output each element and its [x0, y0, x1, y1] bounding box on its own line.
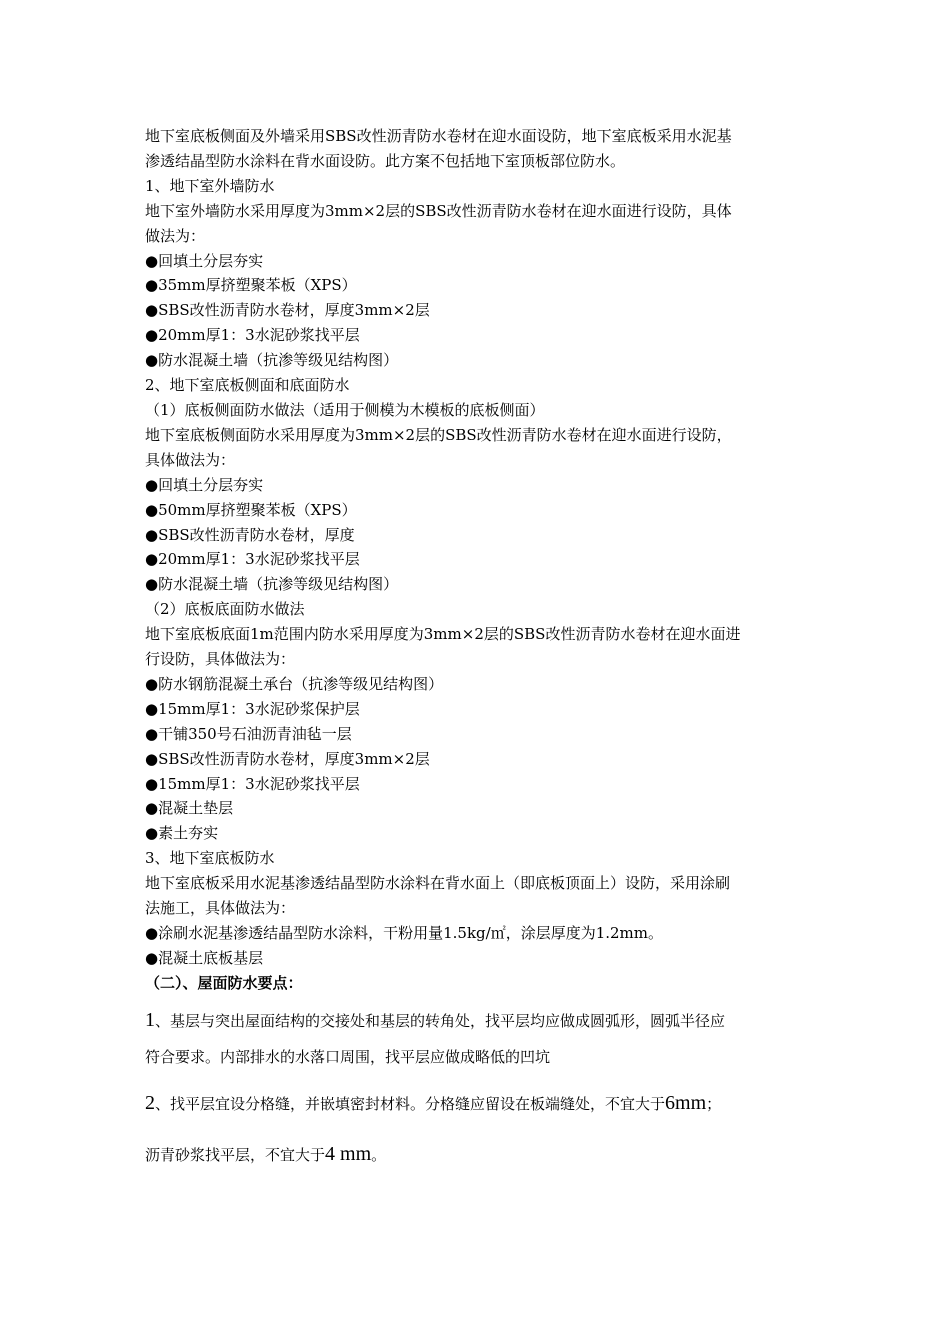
- section2-sub2-desc-1: 地下室底板底面1m范围内防水采用厚度为3mm×2层的SBS改性沥青防水卷材在迎水面进: [145, 625, 741, 644]
- section3-item: ●混凝土底板基层: [145, 948, 264, 967]
- section1-item: ●SBS改性沥青防水卷材，厚度3mm×2层: [145, 301, 430, 320]
- section2-sub1-desc-2: 具体做法为：: [145, 450, 236, 469]
- roof-para-3: [145, 1136, 815, 1173]
- section3-desc-2: 法施工，具体做法为：: [145, 899, 296, 918]
- section1-desc-2: 做法为：: [145, 226, 206, 245]
- roof-para-3-end: 。: [371, 1145, 387, 1164]
- roof-heading: （二）、屋面防水要点：: [145, 973, 303, 992]
- section2-sub2-item: ●15mm厚1：3水泥砂浆找平层: [145, 774, 360, 793]
- intro-line-2: 渗透结晶型防水涂料在背水面设防。此方案不包括地下室顶板部位防水。: [145, 151, 626, 170]
- section2-sub2-item: ●SBS改性沥青防水卷材，厚度3mm×2层: [145, 749, 430, 768]
- section3-item: ●涂刷水泥基渗透结晶型防水涂料，干粉用量1.5kg/㎡，涂层厚度为1.2mm。: [145, 924, 663, 942]
- section1-item: ●35mm厚挤塑聚苯板（XPS）: [145, 276, 357, 295]
- section2-sub2-item: ●防水钢筋混凝土承台（抗渗等级见结构图）: [145, 674, 444, 693]
- roof-para-2-number: 2: [145, 1091, 155, 1114]
- section2-sub1-item: ●SBS改性沥青防水卷材，厚度: [145, 525, 355, 544]
- section2-sub1-heading: （1）底板侧面防水做法（适用于侧模为木模板的底板侧面）: [145, 400, 545, 419]
- section2-sub1-item: ●50mm厚挤塑聚苯板（XPS）: [145, 500, 357, 519]
- roof-para-1-line-2: 符合要求。内部排水的水落口周围，找平层应做成略低的凹坑: [145, 1047, 551, 1066]
- roof-para-2-value: 6mm: [665, 1091, 707, 1114]
- section2-sub2-desc-2: 行设防，具体做法为：: [145, 650, 296, 669]
- section2-sub2-heading: （2）底板底面防水做法: [145, 600, 305, 619]
- roof-para-2-end: ；: [706, 1094, 722, 1113]
- section2-heading: 2、地下室底板侧面和底面防水: [145, 376, 350, 395]
- section3-heading: 3、地下室底板防水: [145, 849, 275, 868]
- section1-heading: 1、地下室外墙防水: [145, 176, 275, 195]
- section2-sub2-item: ●15mm厚1：3水泥砂浆保护层: [145, 699, 360, 718]
- section2-sub2-item: ●混凝土垫层: [145, 799, 234, 818]
- section1-item: ●20mm厚1：3水泥砂浆找平层: [145, 326, 360, 345]
- section2-sub2-item: ●素土夯实: [145, 824, 219, 843]
- section2-sub1-desc-1: 地下室底板侧面防水采用厚度为3mm×2层的SBS改性沥青防水卷材在迎水面进行设防，: [145, 425, 732, 444]
- section2-sub1-item: ●20mm厚1：3水泥砂浆找平层: [145, 550, 360, 569]
- section3-desc-1: 地下室底板采用水泥基渗透结晶型防水涂料在背水面上（即底板顶面上）设防，采用涂刷: [145, 874, 731, 893]
- roof-para-3-text: 沥青砂浆找平层，不宜大于: [145, 1145, 326, 1164]
- roof-para-2-text: 、找平层宜设分格缝，并嵌填密封材料。分格缝应留设在板端缝处，不宜大于: [155, 1094, 666, 1113]
- section1-item: ●回填土分层夯实: [145, 251, 264, 270]
- section2-sub2-item: ●干铺350号石油沥青油毡一层: [145, 724, 352, 743]
- section2-sub1-item: ●回填土分层夯实: [145, 475, 264, 494]
- section1-item: ●防水混凝土墙（抗渗等级见结构图）: [145, 351, 399, 370]
- intro-line-1: 地下室底板侧面及外墙采用SBS改性沥青防水卷材在迎水面设防，地下室底板采用水泥基: [145, 127, 732, 145]
- roof-para-1-line-1: [145, 1002, 815, 1039]
- section1-desc-1: 地下室外墙防水采用厚度为3mm×2层的SBS改性沥青防水卷材在迎水面进行设防，具体: [145, 201, 732, 220]
- document-page: [145, 124, 815, 1173]
- roof-para-3-value: 4 mm: [325, 1142, 372, 1165]
- section2-sub1-item: ●防水混凝土墙（抗渗等级见结构图）: [145, 575, 399, 594]
- roof-para-1-number: 1: [145, 1008, 155, 1031]
- roof-para-1-text: 、基层与突出屋面结构的交接处和基层的转角处，找平层均应做成圆弧形，圆弧半径应: [155, 1011, 726, 1030]
- roof-para-2: [145, 1085, 815, 1122]
